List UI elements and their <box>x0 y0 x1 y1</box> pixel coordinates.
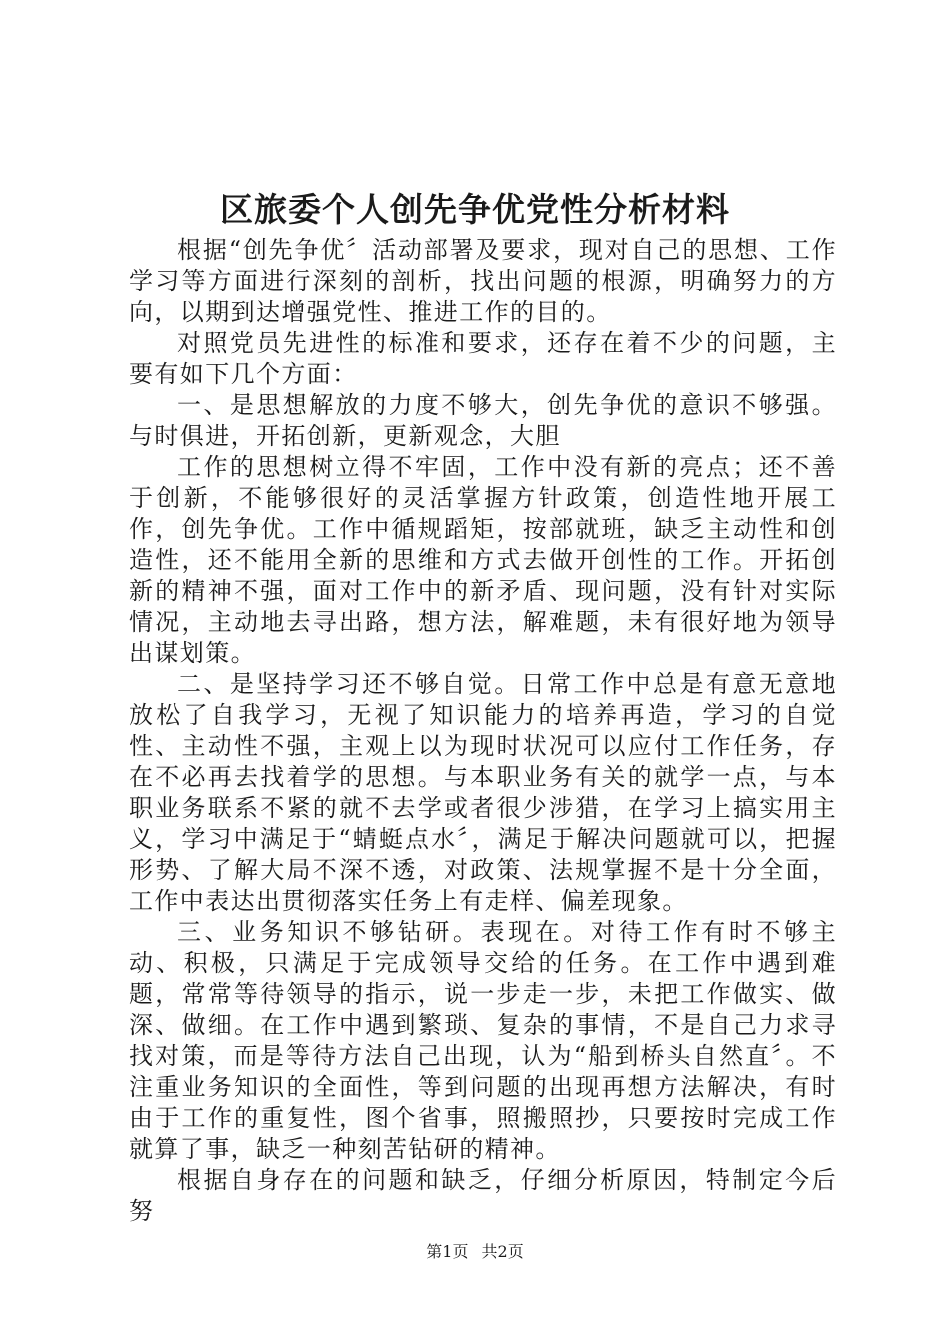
paragraph-point-two: 二、是坚持学习还不够自觉。日常工作中总是有意无意地放松了自我学习，无视了知识能力的培养再造，学习的自觉性、主动性不强，主观上以为现时状况可以应付工作任务，存在不必再去找着学的思想。与本职业务有关的就学一点，与本职业务联系不紧的就不去学或者很少涉猎，在学习上搞实用主义，学习中满足于“蜻蜓点水〞，满足于解决问题就可以，把握形势、了解大局不深不透，对政策、法规掌握不是十分全面，工作中表达出贯彻落实任务上有走样、偏差现象。 <box>129 670 837 915</box>
paragraph-overview: 对照党员先进性的标准和要求，还存在着不少的问题，主要有如下几个方面： <box>129 329 837 388</box>
paragraph-point-one-heading: 一、是思想解放的力度不够大，创先争优的意识不够强。与时俱进，开拓创新，更新观念，大胆 <box>129 391 837 450</box>
paragraph-intro: 根据“创先争优〞活动部署及要求，现对自己的思想、工作学习等方面进行深刻的剖析，找出问题的根源，明确努力的方向，以期到达增强党性、推进工作的目的。 <box>129 236 837 326</box>
page-number: 第1页 <box>426 1242 469 1261</box>
page-footer <box>0 1241 950 1263</box>
paragraph-conclusion-start: 根据自身存在的问题和缺乏，仔细分析原因，特制定今后努 <box>129 1166 837 1225</box>
paragraph-point-one-body: 工作的思想树立得不牢固，工作中没有新的亮点；还不善于创新，不能够很好的灵活掌握方针政策，创造性地开展工作，创先争优。工作中循规蹈矩，按部就班，缺乏主动性和创造性，还不能用全新的思维和方式去做开创性的工作。开拓创新的精神不强，面对工作中的新矛盾、现问题，没有针对实际情况，主动地去寻出路，想方法，解难题，未有很好地为领导出谋划策。 <box>129 453 837 667</box>
paragraph-point-three: 三、业务知识不够钻研。表现在。对待工作有时不够主动、积极，只满足于完成领导交给的任务。在工作中遇到难题，常常等待领导的指示，说一步走一步，未把工作做实、做深、做细。在工作中遇到繁琐、复杂的事情，不是自己力求寻找对策，而是等待方法自己出现，认为“船到桥头自然直〞。不注重业务知识的全面性，等到问题的出现再想方法解决，有时由于工作的重复性，图个省事，照搬照抄，只要按时完成工作就算了事，缺乏一种刻苦钻研的精神。 <box>129 918 837 1163</box>
page-total: 共2页 <box>481 1242 524 1261</box>
document-body <box>129 235 837 1227</box>
document-title: 区旅委个人创先争优党性分析材料 <box>220 190 730 229</box>
